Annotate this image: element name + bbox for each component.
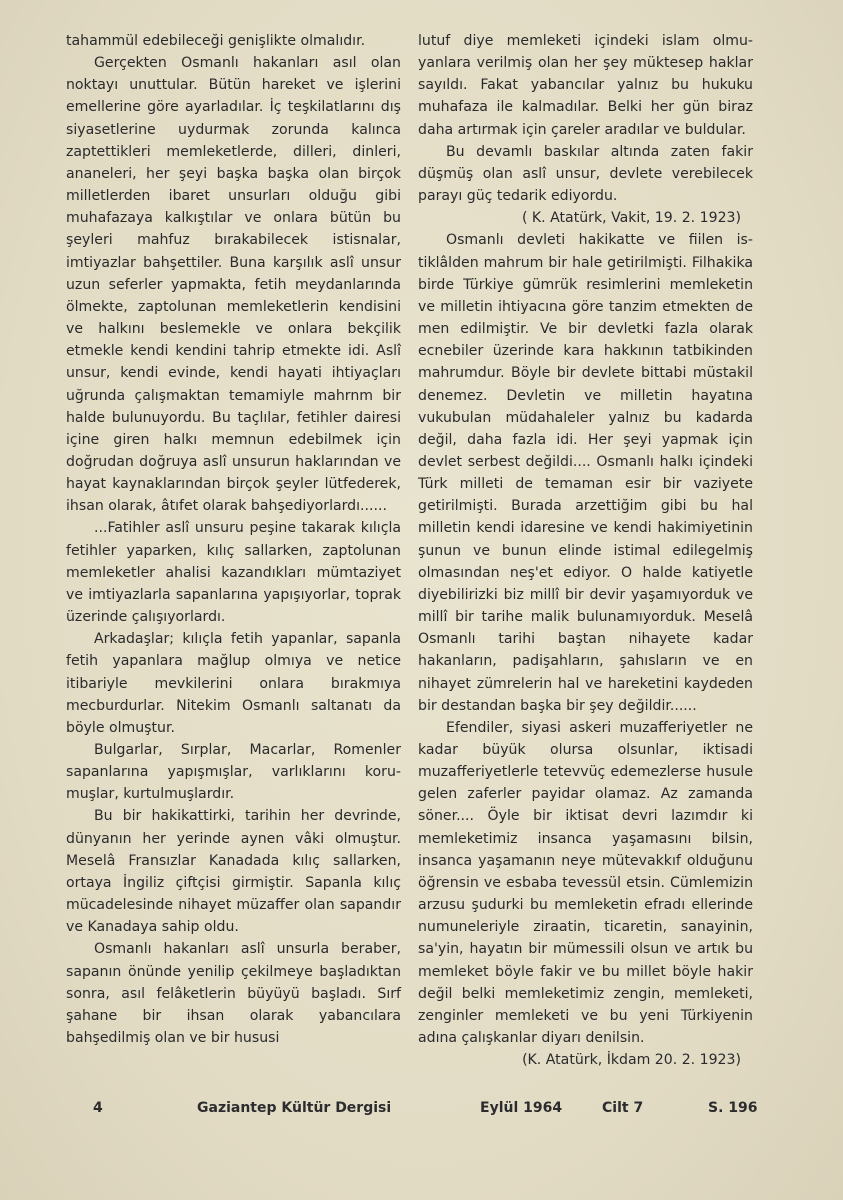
paragraph: lutuf diye memleketi içindeki islam olmuyanlara verilmiş olan her şey müktesep haklar sayıldı. Fakat yabancılar yalnız bu hukuku muhafaza ile kalmadılar. Belki her gün biraz daha artırmak için çareler aradılar ve buldular. (418, 33, 753, 138)
paragraph: Osmanlı devleti hakikatte ve fiilen istiklâlden mahrum bir hale getirilmişti. Filhakika birde Türkiye gümrük resimlerini memleketin ve milletin ihtiyacına göre tanzim etmekten de men edilmiştir. Ve bir devletki fazla olarak ecnebiler üzerinde kara hakkının tatbikinden mahrumdur. Böyle bir devlete bittabi müstakil denemez. Devletin ve milletin hayatına vukubulan müdahaleler yalnız bu kadarda değil, daha fazla idi. Her şeyi yapmak için devlet serbest değildi.... Osmanlı halkı içindeki Türk milleti de temaman esir bir vaziyete getirilmişti. Burada arzettiğim gibi bu hal milletin kendi idaresine ve kendi hakimiyetinin şunun ve bunun elinde istimal edilegelmiş olmasından neş'et ediyor. O halde katiyetle diyebilirizki biz millî bir devir yaşamıyorduk ve millî bir tarihe malik bulunamıyorduk. Meselâ Osmanlı tarihi baştan nihayete kadar hakanların, padişahların, şahısların ve en nihayet zümrelerin hal ve hareketini kaydeden bir destandan başka bir şey değildir...... (418, 232, 753, 714)
paragraph: Bulgarlar, Sırplar, Macarlar, Romenler sapanlarına yapışmışlar, varlıklarını korumuşlar, kurtulmuşlardır. (66, 742, 401, 803)
paragraph: Bu devamlı baskılar altında zaten fakir düşmüş olan aslî unsur, devlete verebilecek parayı güç tedarik ediyordu. (418, 143, 753, 205)
page-footer (0, 1100, 843, 1124)
paragraph: tahammül edebileceği genişlikte olmalıdır. (66, 33, 366, 49)
paragraph: Osmanlı hakanları aslî unsurla beraber, sapanın önünde yenilip çekilmeye başladıktan sonra, asıl felâketlerin büyüyü başladı. Sırf şahane bir ihsan olarak yabancılara bahşedilmiş olan ve bir hususi (66, 941, 401, 1047)
magazine-title: Gaziantep Kültür Dergisi (197, 1100, 392, 1116)
right-text-column (418, 30, 753, 1071)
issue-date: Eylül 1964 (480, 1100, 563, 1116)
paragraph: Arkadaşlar; kılıçla fetih yapanlar, sapanla fetih yapanlara mağlup olmıya ve netice itibariyle mevkilerini onlara bırakmıya mecburdurlar. Nitekim Osmanlı saltanatı da böyle olmuştur. (66, 631, 401, 736)
citation: (K. Atatürk, İkdam 20. 2. 1923) (522, 1052, 741, 1069)
page-number: 4 (93, 1100, 103, 1116)
page-reference: S. 196 (708, 1100, 758, 1116)
left-text-column (66, 30, 401, 1049)
paragraph: ...Fatihler aslî unsuru peşine takarak kılıçla fetihler yaparken, kılıç sallarken, zaptolunan memleketler ahalisi kazandıkları mümtaziyet ve imtiyazlarla sapanlarına yapışıyorlar, toprak üzerinde çalışıyorlardı. (66, 520, 401, 626)
paragraph: Efendiler, siyasi askeri muzafferiyetler ne kadar büyük olursa olsunlar, iktisadi muzafferiyetlerle tetevvüç edemezlerse husule gelen zaferler payidar olamaz. Az zamanda söner.... Öyle bir iktisat devri lazımdır ki memleketimiz insanca yaşamasını bilsin, insanca yaşamanın neye mütevakkıf olduğunu öğrensin ve esbaba tevessül etsin. Cümlemizin arzusu şudurki bu memleketin efradı ellerinde numuneleriyle ziraatin, ticaretin, sanayinin, sa'yin, hayatın bir mümessili olsun ve artık bu memleket böyle fakir ve bu millet böyle hakir değil belki memleketimiz zengin, memleketi, zenginler memleketi ve bu yeni Türkiyenin adına çalışkanlar diyarı denilsin. (418, 719, 753, 1047)
volume-number: Cilt 7 (602, 1100, 644, 1116)
paragraph: Gerçekten Osmanlı hakanları asıl olan noktayı unuttular. Bütün hareket ve işlerini emellerine göre ayarladılar. İç teşkilatlarını dış siyasetlerine uydurmak zorunda kalınca zaptettikleri memleketlerde, dilleri, dinleri, ananeleri, her şeyi başka başka olan birçok milletlerden ibaret unsurları olduğu gibi muhafazaya kalkıştılar ve onlara bütün bu şeyleri mahfuz bırakabilecek istisnalar, imtiyazlar bahşettiler. Buna karşılık aslî unsur uzun seferler yapmakta, fetih meydanlarında ölmekte, zaptolunan memleketlerin kendisini ve halkını beslemekle ve onlara bekçilik etmekle kendi kendini tahrip etmekte idi. Aslî unsur, kendi evinde, kendi hayati ihtiyaçları uğrunda çalışmaktan temamiyle mahrnm bir halde bulunuyordu. Bu taçlılar, fetihler dairesi içine giren halkı memnun edebilmek için doğrudan doğruya aslî unsurun haklarından ve hayat kaynaklarından birçok şeyler lütfederek, ihsan olarak, âtıfet olarak bahşediyorlardı...... (66, 55, 401, 515)
citation: ( K. Atatürk, Vakit, 19. 2. 1923) (521, 210, 741, 227)
paragraph: Bu bir hakikattirki, tarihin her devrinde, dünyanın her yerinde aynen vâki olmuştur. Meselâ Fransızlar Kanadada kılıç sallarken, ortaya İngiliz çiftçisi girmiştir. Sapanla kılıç mücadelesinde nihayet müzaffer olan sapandır ve Kanadaya sahip oldu. (66, 808, 401, 936)
